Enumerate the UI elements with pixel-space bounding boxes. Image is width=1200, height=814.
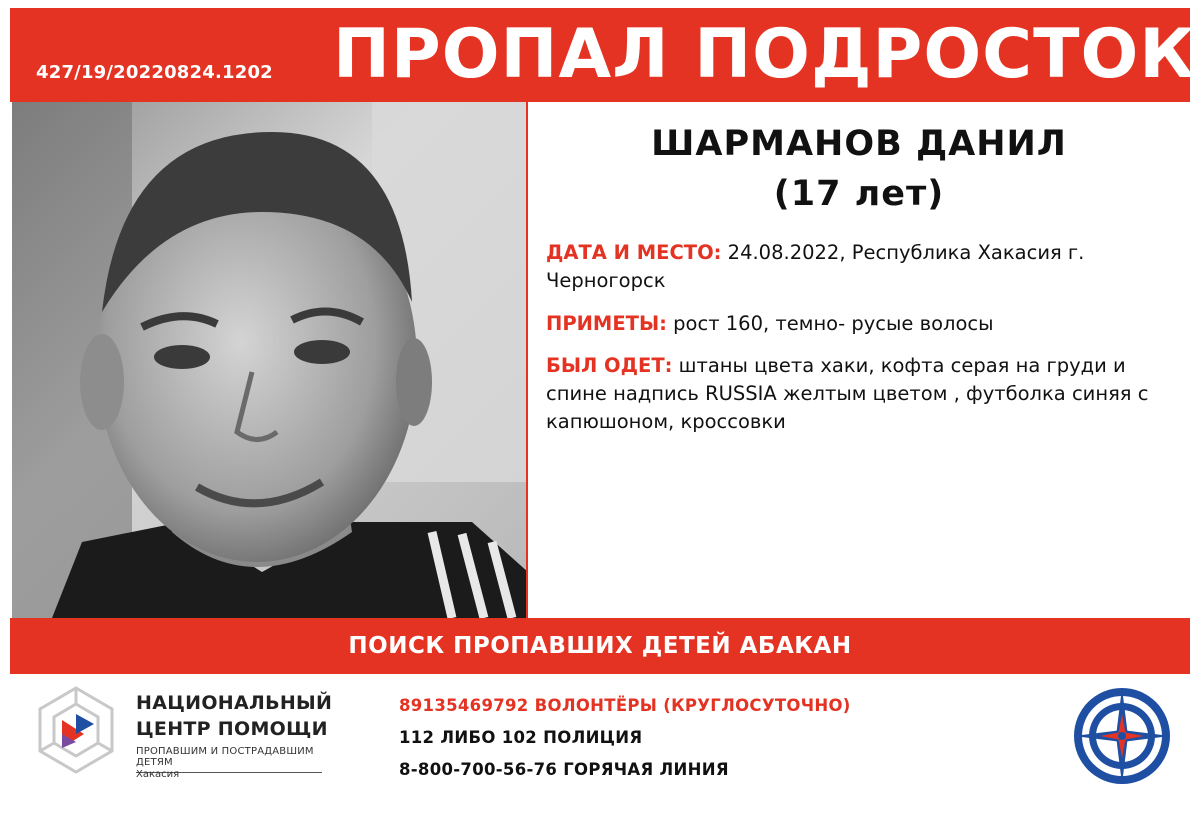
- date-place-field: [546, 239, 1171, 295]
- search-banner-text: ПОИСК ПРОПАВШИХ ДЕТЕЙ АБАКАН: [348, 633, 852, 659]
- date-place-value: 24.08.2022, Республика Хакасия г. Черногорск: [546, 241, 1085, 292]
- portrait-photo-icon: [12, 102, 528, 618]
- features-label: ПРИМЕТЫ:: [546, 312, 667, 335]
- org-subtitle: ПРОПАВШИМ И ПОСТРАДАВШИМ ДЕТЯМ: [136, 746, 322, 773]
- contact-volunteers: 89135469792 ВОЛОНТЁРЫ (КРУГЛОСУТОЧНО): [399, 696, 851, 715]
- search-compass-logo-icon: [1070, 684, 1174, 788]
- search-compass-logo: [1070, 684, 1174, 788]
- clothes-value: штаны цвета хаки, кофта серая на груди и спине надпись RUSSIA желтым цветом , футболка синяя с капюшоном, кроссовки: [546, 354, 1149, 433]
- info-panel: [544, 102, 1180, 618]
- portrait-photo: [12, 102, 528, 618]
- search-banner: [10, 618, 1190, 674]
- case-number: 427/19/20220824.1202: [36, 62, 273, 83]
- footer: [10, 674, 1190, 804]
- person-name: ШАРМАНОВ ДАНИЛ: [651, 124, 1067, 164]
- national-center-logo: [32, 684, 120, 788]
- national-center-logo-icon: [32, 684, 120, 788]
- features-field: [546, 310, 1171, 338]
- org-title-line1: НАЦИОНАЛЬНЫЙ: [136, 692, 333, 714]
- headline: ПРОПАЛ ПОДРОСТОК: [333, 15, 1196, 94]
- date-place-label: ДАТА И МЕСТО:: [546, 241, 722, 264]
- clothes-field: [546, 352, 1171, 436]
- clothes-label: БЫЛ ОДЕТ:: [546, 354, 673, 377]
- person-age: (17 лет): [773, 174, 945, 214]
- org-region: Хакасия: [136, 769, 180, 780]
- contact-hotline: 8-800-700-56-76 ГОРЯЧАЯ ЛИНИЯ: [399, 760, 729, 779]
- features-value: рост 160, темно- русые волосы: [666, 312, 994, 335]
- org-title-line2: ЦЕНТР ПОМОЩИ: [136, 718, 328, 740]
- contact-police: 112 ЛИБО 102 ПОЛИЦИЯ: [399, 728, 643, 747]
